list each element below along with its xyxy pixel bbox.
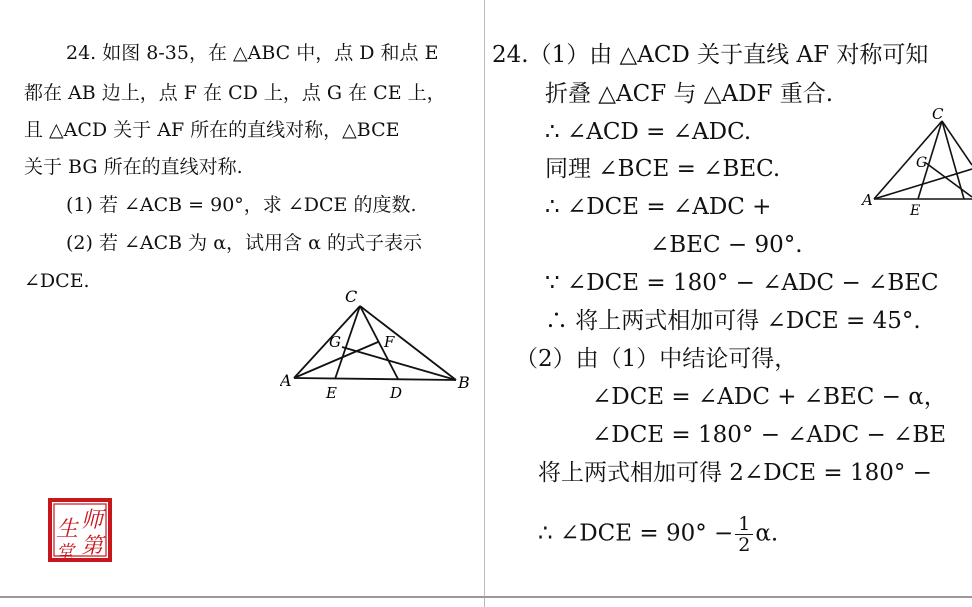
point-label-e: E: [326, 384, 337, 402]
point-label-d: D: [390, 384, 403, 402]
triangle-figure-solution: [860, 105, 972, 215]
problem-line: (1) 若 ∠ACB = 90°，求 ∠DCE 的度数.: [66, 194, 417, 216]
solution-line: ∠DCE = 180° − ∠ADC − ∠BE: [592, 422, 947, 448]
vertex-label-c: C: [345, 287, 358, 306]
problem-line: (2) 若 ∠ACB 为 α，试用含 α 的式子表示: [66, 232, 422, 254]
point-label-f: F: [384, 333, 395, 351]
fraction-numerator: 1: [735, 514, 753, 535]
vertex-label-a: A: [280, 371, 292, 390]
problem-line: 关于 BG 所在的直线对称.: [24, 156, 243, 178]
solution-line: ∴ 将上两式相加可得 ∠DCE = 45°.: [545, 308, 921, 334]
triangle-figure: [280, 286, 480, 402]
problem-line: ∠DCE.: [24, 270, 90, 292]
final-suffix: α.: [755, 520, 779, 547]
red-seal-stamp: [48, 498, 112, 562]
solution-line: 24.（1）由 △ACD 关于直线 AF 对称可知: [492, 42, 929, 68]
solution-line: 同理 ∠BCE = ∠BEC.: [545, 156, 781, 182]
solution-final-line: [538, 514, 778, 555]
solution-line: ∵ ∠DCE = 180° − ∠ADC − ∠BEC: [545, 270, 939, 296]
solution-line: 将上两式相加可得 2∠DCE = 180° −: [538, 460, 932, 486]
solution-line: （2）由（1）中结论可得，: [515, 346, 798, 372]
solution-line: ∠DCE = ∠ADC + ∠BEC − α，: [592, 384, 947, 410]
point-label-e: E: [910, 203, 921, 215]
svg-text:生: 生: [56, 517, 79, 542]
vertex-label-a: A: [862, 191, 873, 209]
point-label-g: G: [329, 333, 341, 351]
solution-line: ∠BEC − 90°.: [650, 232, 803, 258]
fraction-one-half: [735, 514, 753, 555]
vertex-label-c: C: [932, 105, 944, 123]
vertex-label-b: B: [458, 373, 470, 392]
problem-line: 24. 如图 8-35，在 △ABC 中，点 D 和点 E: [66, 42, 439, 64]
svg-text:堂: 堂: [56, 542, 74, 562]
svg-text:第: 第: [81, 534, 104, 559]
point-label-g: G: [916, 155, 928, 171]
problem-line: 且 △ACD 关于 AF 所在的直线对称，△BCE: [24, 119, 400, 141]
fraction-denominator: 2: [738, 534, 751, 556]
bottom-border: [0, 596, 972, 598]
problem-line: 都在 AB 边上，点 F 在 CD 上，点 G 在 CE 上，: [24, 82, 446, 104]
solution-line: 折叠 △ACF 与 △ADF 重合.: [545, 81, 834, 107]
solution-line: ∴ ∠DCE = ∠ADC +: [545, 194, 772, 220]
column-divider: [484, 0, 485, 607]
final-prefix: ∴ ∠DCE = 90° −: [538, 520, 734, 547]
solution-line: ∴ ∠ACD = ∠ADC.: [545, 119, 752, 145]
svg-text:师: 师: [81, 508, 104, 533]
